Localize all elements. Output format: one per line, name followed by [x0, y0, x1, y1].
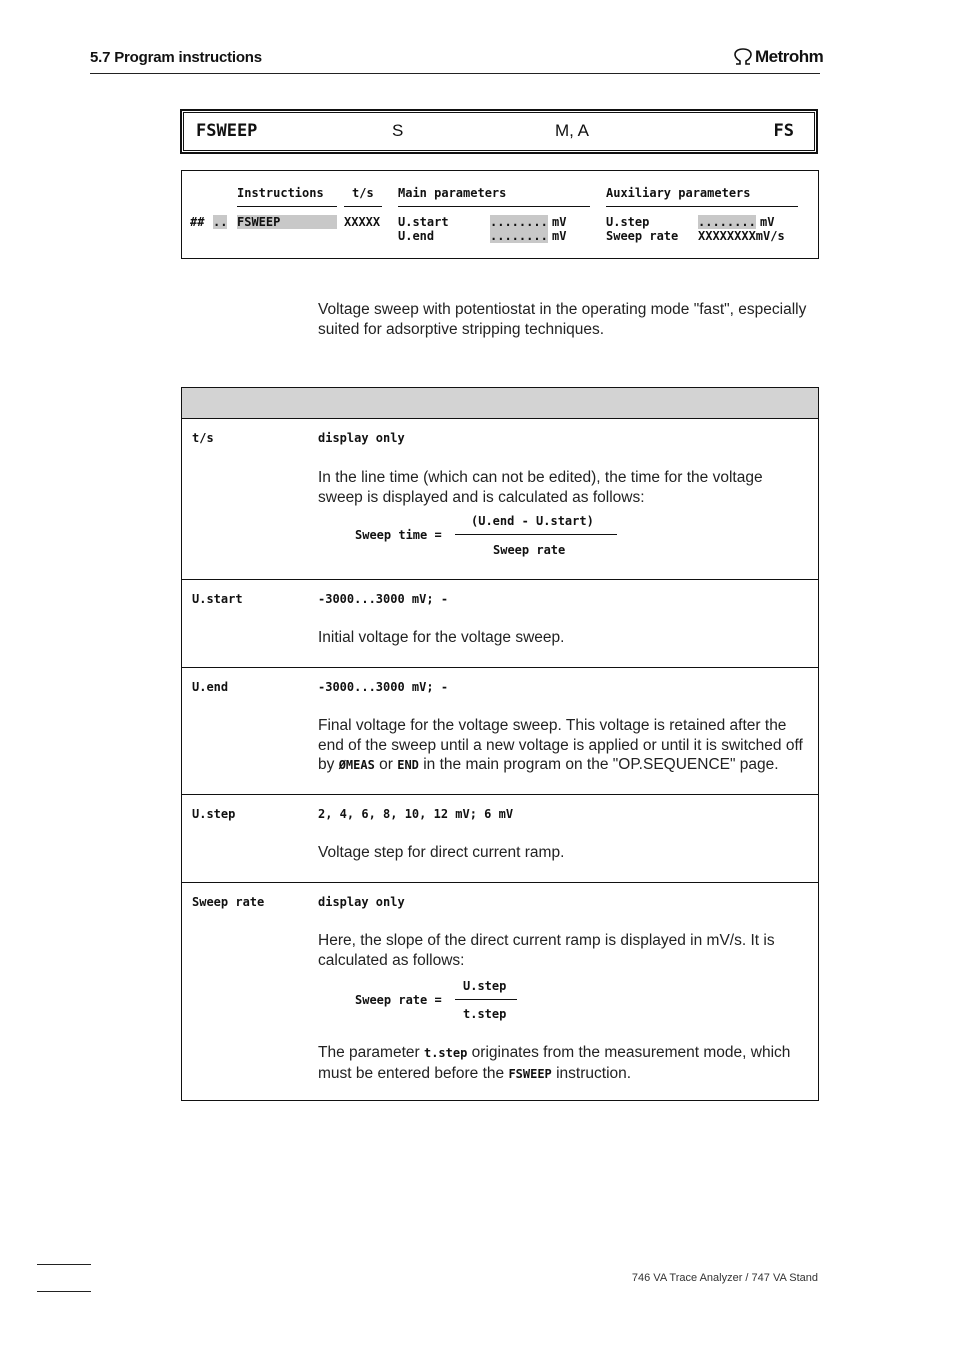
- sweep-rate-formula: [182, 979, 818, 1029]
- main-param-1-unit: mV: [552, 215, 567, 229]
- param-range: 2, 4, 6, 8, 10, 12 mV; 6 mV: [318, 807, 514, 821]
- param-range: display only: [318, 895, 405, 909]
- main-param-2-unit: mV: [552, 229, 567, 243]
- table-header: [182, 388, 818, 419]
- param-row-sweep-rate: [182, 883, 818, 1100]
- keyword-omeas: ØMEAS: [338, 758, 375, 772]
- formula-bar: [455, 534, 617, 535]
- formula-bar: [455, 999, 517, 1000]
- param-range: -3000...3000 mV; -: [318, 592, 449, 606]
- param-row-ts: [182, 419, 818, 580]
- row-instruction: FSWEEP: [237, 215, 337, 229]
- logo-text: Metrohm: [755, 47, 824, 66]
- formula-denominator: Sweep rate: [493, 543, 566, 557]
- underline-instructions: [237, 206, 337, 207]
- param-row-ustart: [182, 580, 818, 668]
- formula-numerator: U.step: [463, 979, 507, 993]
- formula-left: Sweep time =: [355, 528, 442, 542]
- underline-main: [398, 206, 590, 207]
- col-aux: Auxiliary parameters: [606, 186, 751, 200]
- underline-ts: [344, 206, 382, 207]
- param-description: Final voltage for the voltage sweep. This voltage is retained after the end of the sweep until a new voltage is applied or until it is switched off by ØMEAS or END in the main program on the "OP.SEQUENCE" page.: [318, 717, 803, 773]
- command-name: FSWEEP: [196, 121, 258, 141]
- section-title: 5.7 Program instructions: [90, 49, 262, 66]
- param-range: display only: [318, 431, 405, 445]
- formula-denominator: t.step: [463, 1007, 507, 1021]
- col-ts: t/s: [352, 186, 374, 200]
- param-name: U.end: [192, 680, 229, 694]
- sweep-time-formula: [182, 514, 818, 564]
- footer-rule-bottom: [37, 1291, 91, 1292]
- command-type: S: [392, 121, 404, 140]
- screen-display: [181, 170, 819, 259]
- row-hash: ##: [190, 215, 205, 229]
- command-abbrev: FS: [773, 121, 794, 141]
- underline-aux: [606, 206, 798, 207]
- aux-param-1: U.step: [606, 215, 650, 229]
- param-description: In the line time (which can not be edited), the time for the voltage sweep is displayed and is calculated as follows:: [318, 469, 763, 506]
- main-param-1-value: ........: [490, 215, 548, 229]
- row-time: XXXXX: [344, 215, 381, 229]
- param-note: The parameter t.step originates from the measurement mode, which must be entered before the FSWEEP instruction.: [318, 1044, 791, 1082]
- keyword-tstep: t.step: [423, 1046, 468, 1060]
- footer-rule-top: [37, 1264, 91, 1265]
- param-description: Voltage step for direct current ramp.: [318, 844, 565, 861]
- param-row-ustep: [182, 795, 818, 883]
- command-modes: M, A: [555, 121, 590, 140]
- command-box: [180, 109, 818, 154]
- param-name: U.start: [192, 592, 243, 606]
- omega-icon: [733, 48, 753, 66]
- param-description: Initial voltage for the voltage sweep.: [318, 629, 565, 646]
- param-range: -3000...3000 mV; -: [318, 680, 449, 694]
- aux-param-2: Sweep rate: [606, 229, 679, 243]
- header-rule: [90, 73, 820, 74]
- footer-product: 746 VA Trace Analyzer / 747 VA Stand: [631, 1272, 818, 1284]
- main-param-2: U.end: [398, 229, 435, 243]
- formula-left: Sweep rate =: [355, 993, 442, 1007]
- aux-param-1-value: ........: [698, 215, 756, 229]
- col-instructions: Instructions: [237, 186, 324, 200]
- param-name: U.step: [192, 807, 236, 821]
- param-name: Sweep rate: [192, 895, 265, 909]
- aux-param-2-value: XXXXXXXXmV/s: [698, 229, 785, 243]
- intro-text: Voltage sweep with potentiostat in the operating mode "fast", especially suited for adsorptive stripping techniques.: [318, 301, 807, 338]
- param-description: Here, the slope of the direct current ramp is displayed in mV/s. It is calculated as follows:: [318, 932, 775, 969]
- param-name: t/s: [192, 431, 214, 445]
- param-row-uend: [182, 668, 818, 795]
- col-main: Main parameters: [398, 186, 507, 200]
- aux-param-1-unit: mV: [760, 215, 775, 229]
- keyword-fsweep: FSWEEP: [508, 1066, 552, 1081]
- main-param-2-value: ........: [490, 229, 548, 243]
- metrohm-logo: [733, 47, 823, 67]
- parameter-table: [181, 387, 819, 1101]
- formula-numerator: (U.end - U.start): [471, 514, 594, 528]
- main-param-1: U.start: [398, 215, 449, 229]
- row-dots: ..: [213, 215, 228, 229]
- keyword-end: END: [397, 758, 419, 772]
